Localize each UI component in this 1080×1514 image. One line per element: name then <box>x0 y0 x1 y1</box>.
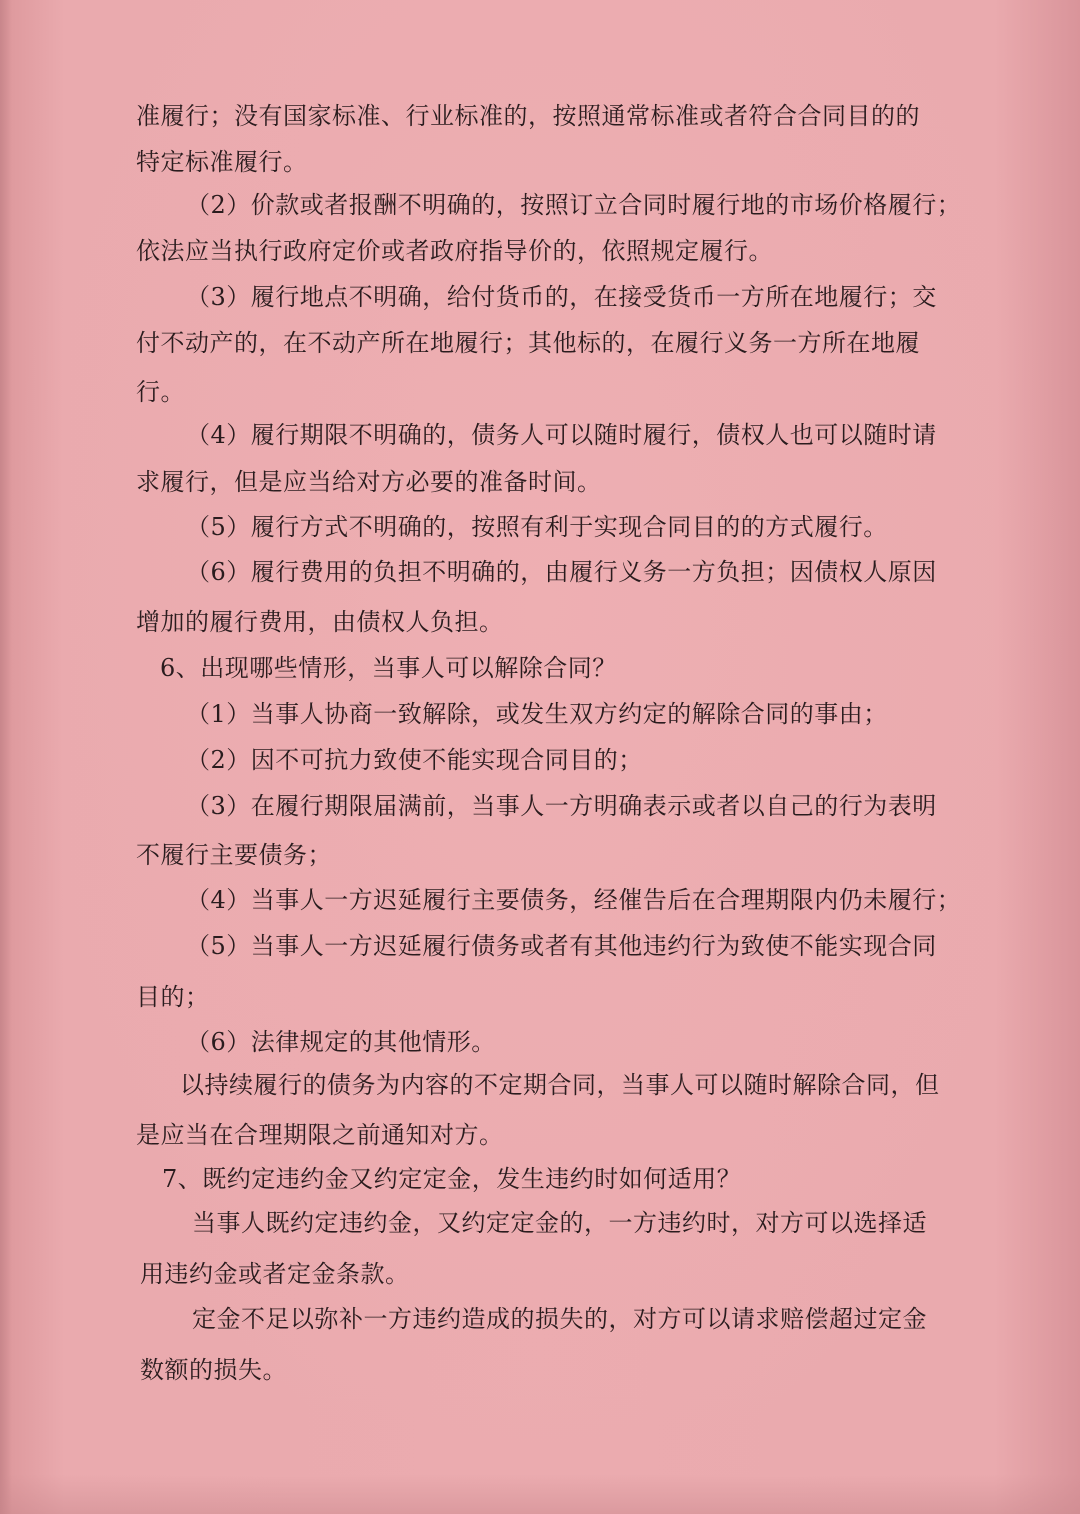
text-line: 数额的损失。 <box>140 1356 287 1384</box>
text-line: 行。 <box>136 378 185 406</box>
text-line: 特定标准履行。 <box>136 148 308 176</box>
text-line: 依法应当执行政府定价或者政府指导价的，依照规定履行。 <box>136 237 773 265</box>
text-line: 目的； <box>136 983 210 1011</box>
text-line: （2）因不可抗力致使不能实现合同目的； <box>186 746 643 774</box>
text-line: 定金不足以弥补一方违约造成的损失的，对方可以请求赔偿超过定金 <box>192 1305 927 1333</box>
text-line: （4）履行期限不明确的，债务人可以随时履行，债权人也可以随时请 <box>186 421 937 449</box>
text-line: （1）当事人协商一致解除，或发生双方约定的解除合同的事由； <box>186 700 888 728</box>
text-line: （2）价款或者报酬不明确的，按照订立合同时履行地的市场价格履行； <box>186 191 962 219</box>
page-bottom-shadow <box>0 1474 1080 1514</box>
text-line: （5）履行方式不明确的，按照有利于实现合同目的的方式履行。 <box>186 513 888 541</box>
section-heading: 6、出现哪些情形，当事人可以解除合同？ <box>160 654 617 682</box>
text-line: 付不动产的，在不动产所在地履行；其他标的，在履行义务一方所在地履 <box>136 329 920 357</box>
text-line: 用违约金或者定金条款。 <box>140 1260 410 1288</box>
text-line: （3）履行地点不明确，给付货币的，在接受货币一方所在地履行；交 <box>186 283 937 311</box>
text-line: （5）当事人一方迟延履行债务或者有其他违约行为致使不能实现合同 <box>186 932 937 960</box>
text-line: （3）在履行期限届满前，当事人一方明确表示或者以自己的行为表明 <box>186 792 937 820</box>
text-line: （6）法律规定的其他情形。 <box>186 1028 496 1056</box>
text-line: （4）当事人一方迟延履行主要债务，经催告后在合理期限内仍未履行； <box>186 886 962 914</box>
section-heading: 7、既约定违约金又约定定金，发生违约时如何适用？ <box>162 1165 742 1193</box>
text-line: 增加的履行费用，由债权人负担。 <box>136 608 504 636</box>
text-line: 当事人既约定违约金，又约定定金的，一方违约时，对方可以选择适 <box>192 1209 927 1237</box>
page-edge-shadow <box>0 0 12 1514</box>
text-line: （6）履行费用的负担不明确的，由履行义务一方负担；因债权人原因 <box>186 558 937 586</box>
text-line: 是应当在合理期限之前通知对方。 <box>136 1121 504 1149</box>
text-line: 准履行；没有国家标准、行业标准的，按照通常标准或者符合合同目的的 <box>136 102 920 130</box>
text-line: 以持续履行的债务为内容的不定期合同，当事人可以随时解除合同，但 <box>180 1071 940 1099</box>
text-line: 不履行主要债务； <box>136 841 332 869</box>
text-line: 求履行，但是应当给对方必要的准备时间。 <box>136 468 602 496</box>
